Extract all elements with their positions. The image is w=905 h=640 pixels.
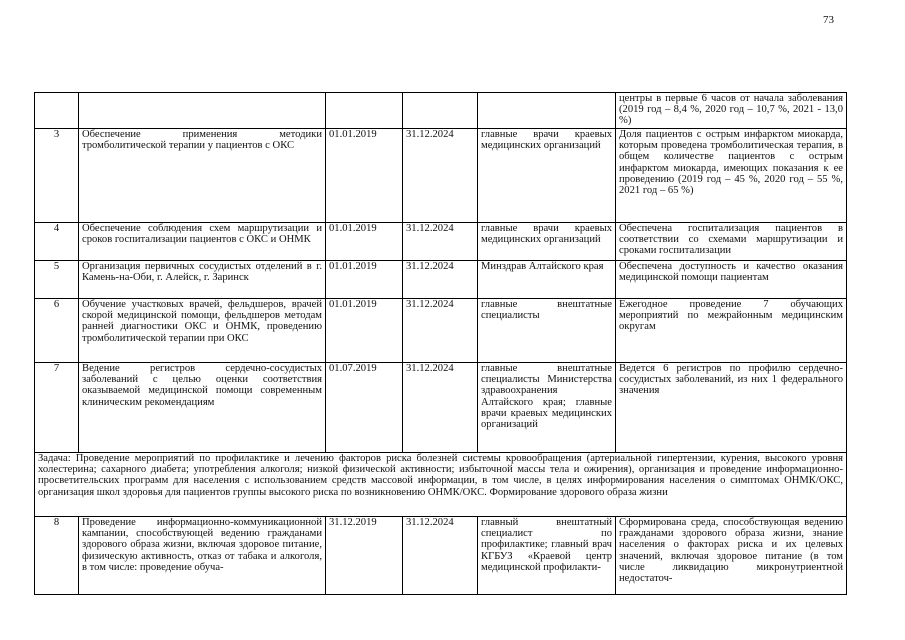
page-number: 73 — [823, 14, 834, 26]
responsible-cell — [478, 93, 616, 129]
row-number — [35, 93, 79, 129]
row-number: 7 — [35, 363, 79, 453]
row-number: 3 — [35, 129, 79, 223]
end-date: 31.12.2024 — [403, 261, 478, 299]
start-date — [326, 93, 403, 129]
activity-cell: Обеспечение применения методики тромболитической терапии у пациентов с ОКС — [79, 129, 326, 223]
responsible-cell: главные врачи краевых медицинских организаций — [478, 129, 616, 223]
end-date — [403, 93, 478, 129]
end-date: 31.12.2024 — [403, 517, 478, 595]
table-row — [35, 517, 847, 595]
table-row — [35, 93, 847, 129]
activity-cell: Проведение информационно-коммуникационной кампании, способствующей ведению гражданами здорового образа жизни, включая здоровое питание, физическую активность, отказ от табака и алкоголя, в том числе: проведение обуча- — [79, 517, 326, 595]
responsible-cell: главные внештатные специалисты Министерства здравоохранения Алтайского края; главные врачи краевых медицинских организаций — [478, 363, 616, 453]
start-date: 01.01.2019 — [326, 261, 403, 299]
row-number: 5 — [35, 261, 79, 299]
task-row — [35, 453, 847, 517]
activity-cell: Ведение регистров сердечно-сосудистых заболеваний с целью оценки соответствия оказываемой медицинской помощи современным клиническим рекомендациям — [79, 363, 326, 453]
activity-cell — [79, 93, 326, 129]
task-description: Задача: Проведение мероприятий по профилактике и лечению факторов риска болезней системы кровообращения (артериальной гипертензии, курения, высокого уровня холестерина; сахарного диабета; употребления алкоголя; низкой физической активности; избыточной массы тела и ожирения), организация и проведение информационно-просветительских программ для населения с использованием средств массовой информации, в том числе, в целях информирования населения о симптомах ОНМК/ОКС, организация школ здоровья для пациентов группы высокого риска по возникновению ОНМК/ОКС. Формирование здорового образа жизни — [35, 453, 847, 517]
row-number: 6 — [35, 299, 79, 363]
start-date: 31.12.2019 — [326, 517, 403, 595]
end-date: 31.12.2024 — [403, 129, 478, 223]
start-date: 01.01.2019 — [326, 223, 403, 261]
end-date: 31.12.2024 — [403, 223, 478, 261]
result-cell: Ежегодное проведение 7 обучающих мероприятий по межрайонным медицинским округам — [616, 299, 847, 363]
table-row — [35, 299, 847, 363]
result-cell: центры в первые 6 часов от начала заболевания (2019 год – 8,4 %, 2020 год – 10,7 %, 2021 - 13,0 %) — [616, 93, 847, 129]
measures-table — [34, 92, 847, 595]
result-cell: Обеспечена госпитализация пациентов в соответствии со схемами маршрутизации и сроками госпитализации — [616, 223, 847, 261]
row-number: 8 — [35, 517, 79, 595]
activity-cell: Обеспечение соблюдения схем маршрутизации и сроков госпитализации пациентов с ОКС и ОНМК — [79, 223, 326, 261]
row-number: 4 — [35, 223, 79, 261]
table-row — [35, 261, 847, 299]
start-date: 01.01.2019 — [326, 299, 403, 363]
responsible-cell: Минздрав Алтайского края — [478, 261, 616, 299]
activity-cell: Обучение участковых врачей, фельдшеров, врачей скорой медицинской помощи, фельдшеров методам ранней диагностики ОКС и ОНМК, проведению тромболитической терапии при ОКС — [79, 299, 326, 363]
responsible-cell: главные внештатные специалисты — [478, 299, 616, 363]
activity-cell: Организация первичных сосудистых отделений в г. Камень-на-Оби, г. Алейск, г. Заринск — [79, 261, 326, 299]
responsible-cell: главный внештатный специалист по профилактике; главный врач КГБУЗ «Краевой центр медицинской профилакти- — [478, 517, 616, 595]
end-date: 31.12.2024 — [403, 363, 478, 453]
end-date: 31.12.2024 — [403, 299, 478, 363]
result-cell: Ведется 6 регистров по профилю сердечно-сосудистых заболеваний, из них 1 федерального значения — [616, 363, 847, 453]
result-cell: Доля пациентов с острым инфарктом миокарда, которым проведена тромболитическая терапия, в общем количестве пациентов с острым инфарктом миокарда, имеющих показания к ее проведению (2019 год – 45 %, 2020 год – 55 %, 2021 год – 65 %) — [616, 129, 847, 223]
responsible-cell: главные врачи краевых медицинских организаций — [478, 223, 616, 261]
start-date: 01.07.2019 — [326, 363, 403, 453]
start-date: 01.01.2019 — [326, 129, 403, 223]
result-cell: Обеспечена доступность и качество оказания медицинской помощи пациентам — [616, 261, 847, 299]
result-cell: Сформирована среда, способствующая ведению гражданами здорового образа жизни, знание населения о факторах риска и их целевых значений, включая здоровое питание (в том числе ликвидацию микронутриентной недостаточ- — [616, 517, 847, 595]
table-row — [35, 223, 847, 261]
table-row — [35, 363, 847, 453]
table-row — [35, 129, 847, 223]
